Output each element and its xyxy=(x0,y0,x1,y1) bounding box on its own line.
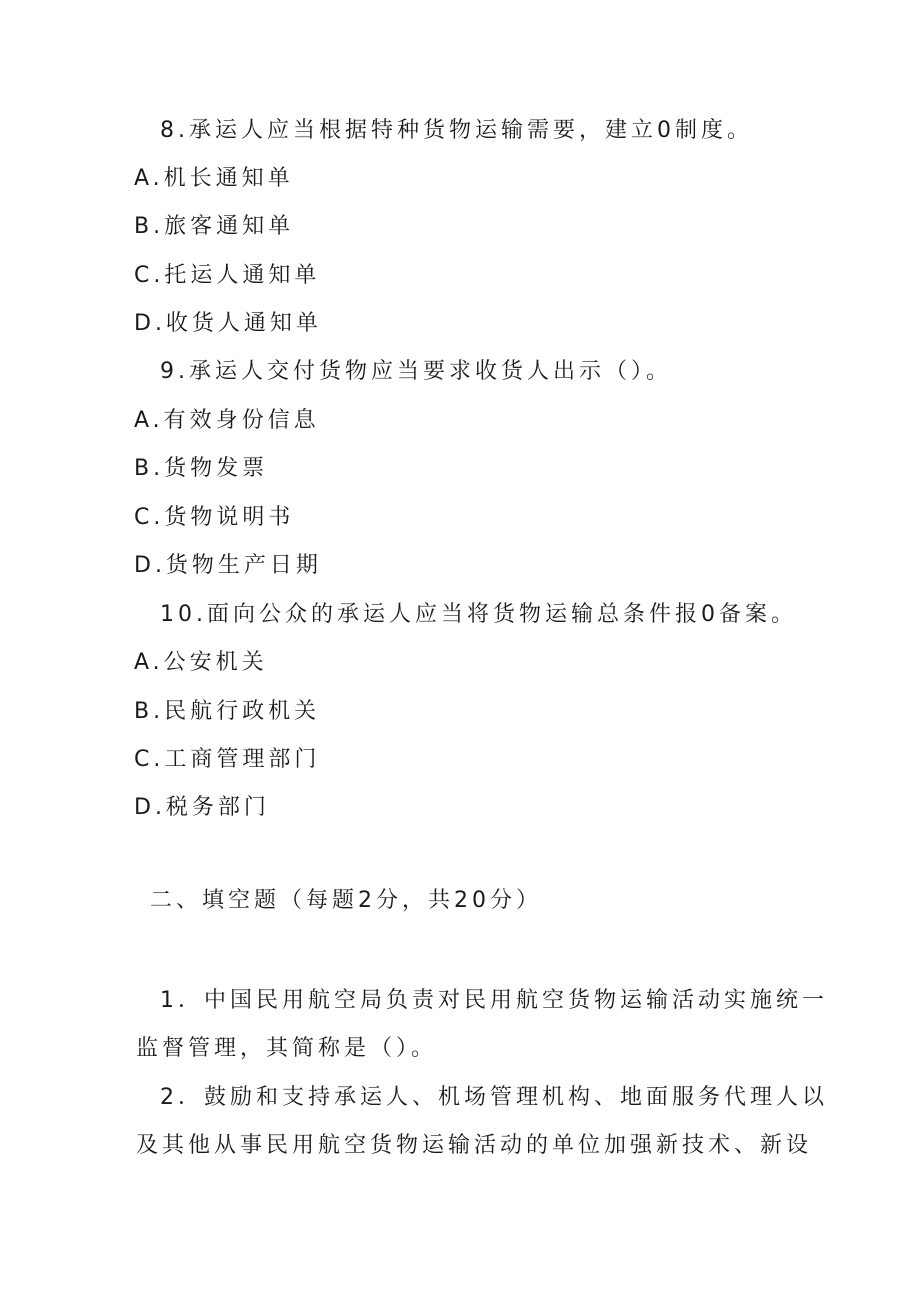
question-9-option-a: A.有效身份信息 xyxy=(134,408,320,433)
question-8-option-a: A.机长通知单 xyxy=(134,166,294,191)
question-9-stem: 9.承运人交付货物应当要求收货人出示（）。 xyxy=(160,359,672,384)
section-heading: 二、填空题（每题2分，共20分） xyxy=(150,888,542,913)
question-10-option-b: B.民航行政机关 xyxy=(134,699,321,724)
question-9-option-d: D.货物生产日期 xyxy=(134,553,322,578)
question-8-option-c: C.托运人通知单 xyxy=(134,263,321,288)
fill-blank-2-line-2: 及其他从事民用航空货物运输活动的单位加强新技术、新设 xyxy=(136,1133,813,1158)
question-10-option-d: D.税务部门 xyxy=(134,795,270,820)
fill-blank-1-line-1: 1．中国民用航空局负责对民用航空货物运输活动实施统一 xyxy=(160,988,828,1013)
question-10-option-a: A.公安机关 xyxy=(134,650,268,675)
fill-blank-1-line-2: 监督管理，其简称是（）。 xyxy=(136,1036,438,1061)
question-8-stem: 8.承运人应当根据特种货物运输需要，建立0制度。 xyxy=(160,118,753,143)
question-9-option-b: B.货物发票 xyxy=(134,456,269,481)
question-10-stem: 10.面向公众的承运人应当将货物运输总条件报0备案。 xyxy=(160,602,797,627)
question-8-option-b: B.旅客通知单 xyxy=(134,214,295,239)
question-9-option-c: C.货物说明书 xyxy=(134,505,295,530)
question-10-option-c: C.工商管理部门 xyxy=(134,747,321,772)
fill-blank-2-line-1: 2．鼓励和支持承运人、机场管理机构、地面服务代理人以 xyxy=(160,1085,828,1110)
question-8-option-d: D.收货人通知单 xyxy=(134,311,322,336)
